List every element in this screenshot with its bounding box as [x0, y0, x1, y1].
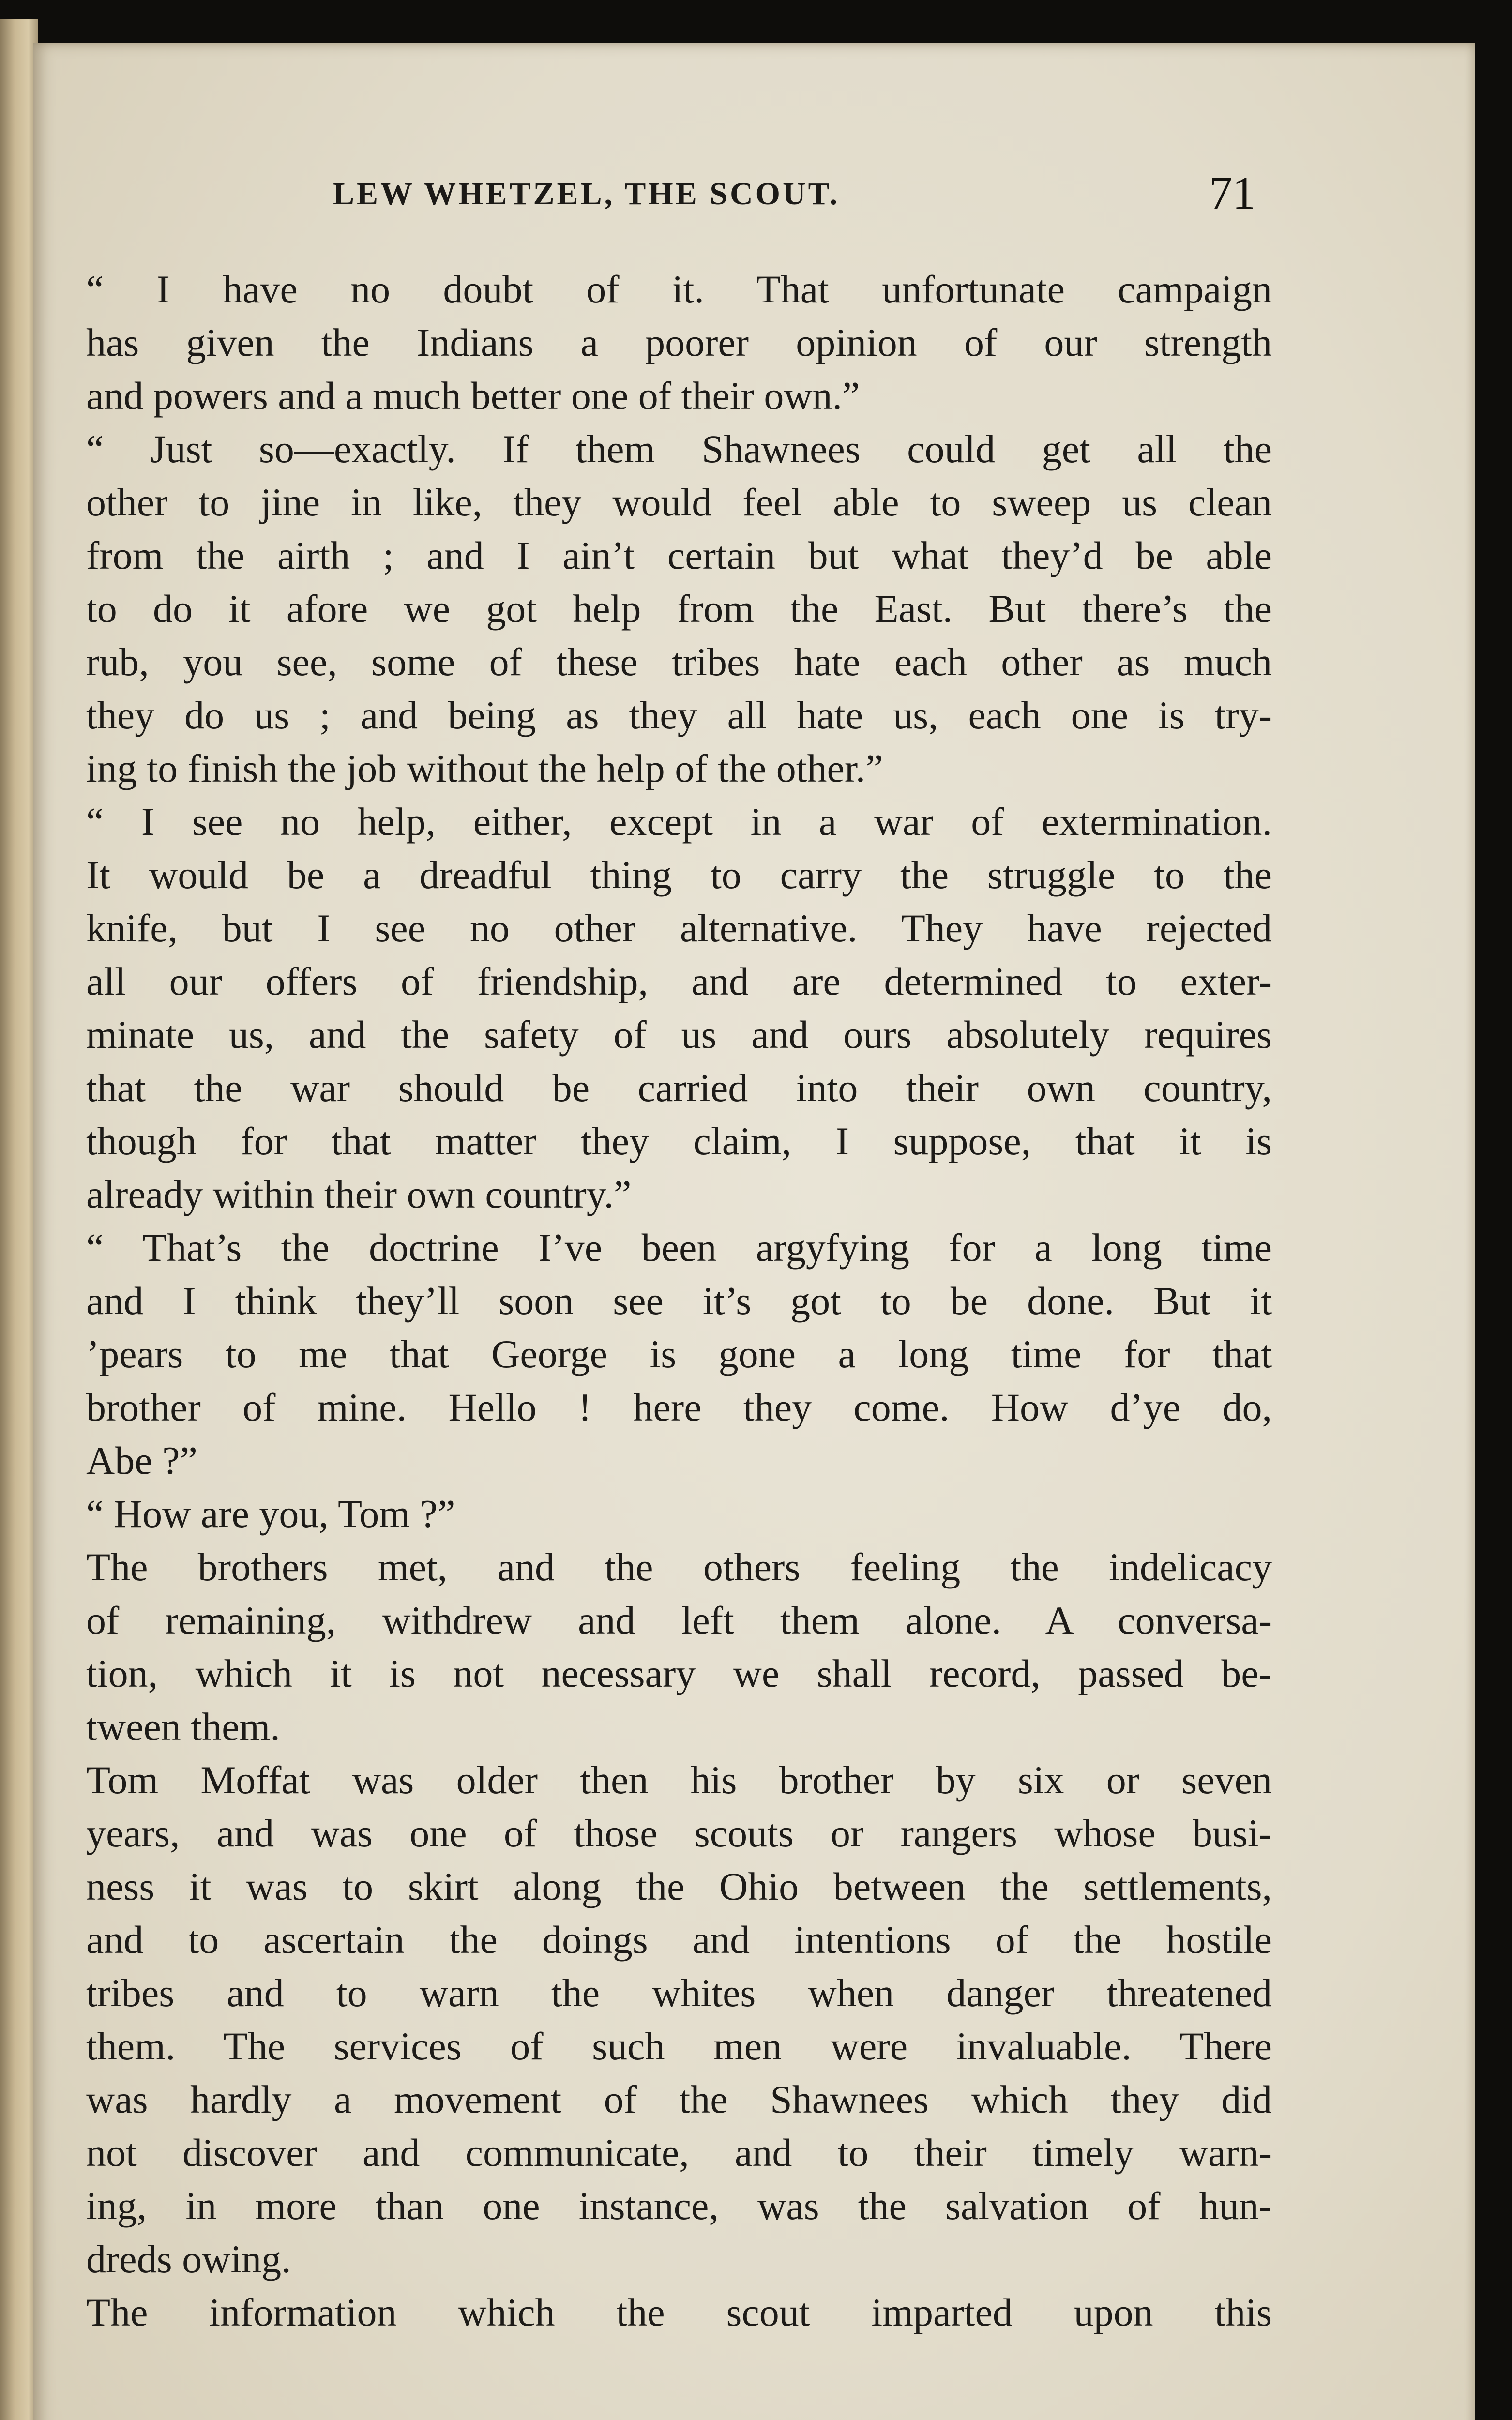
text-line: tion, which it is not necessary we shall record, passed be- — [86, 1651, 1272, 1695]
running-head: LEW WHETZEL, THE SCOUT. — [333, 176, 840, 212]
text-line: The brothers met, and the others feeling the indelicacy — [86, 1545, 1272, 1589]
text-line: “ That’s the doctrine I’ve been argyfying for a long time — [86, 1225, 1272, 1270]
text-line: has given the Indians a poorer opinion of our strength — [86, 320, 1272, 364]
text-line: brother of mine. Hello ! here they come. How d’ye do, — [86, 1385, 1272, 1429]
text-line: Tom Moffat was older then his brother by six or seven — [86, 1758, 1272, 1802]
text-line: not discover and communicate, and to their timely warn- — [86, 2131, 1272, 2175]
text-line: all our offers of friendship, and are determined to exter- — [86, 959, 1272, 1003]
text-line: It would be a dreadful thing to carry the struggle to the — [86, 853, 1272, 897]
text-line: from the airth ; and I ain’t certain but what they’d be able — [86, 533, 1272, 577]
text-line: ness it was to skirt along the Ohio between the settlements, — [86, 1864, 1272, 1908]
text-line: tween them. — [86, 1705, 280, 1749]
text-line: “ I see no help, either, except in a war of extermination. — [86, 800, 1272, 844]
text-line: of remaining, withdrew and left them alone. A conversa- — [86, 1598, 1272, 1642]
text-line: ’pears to me that George is gone a long time for that — [86, 1332, 1272, 1376]
text-line: though for that matter they claim, I suppose, that it is — [86, 1119, 1272, 1163]
text-line: rub, you see, some of these tribes hate each other as much — [86, 640, 1272, 684]
text-line: Abe ?” — [86, 1438, 197, 1482]
text-line: was hardly a movement of the Shawnees which they did — [86, 2077, 1272, 2121]
text-line: “ I have no doubt of it. That unfortunate campaign — [86, 267, 1272, 311]
text-line: dreds owing. — [86, 2237, 291, 2281]
book-page — [33, 43, 1475, 2420]
text-line: already within their own country.” — [86, 1172, 632, 1216]
text-line: tribes and to warn the whites when danger threatened — [86, 1971, 1272, 2015]
text-line: The information which the scout imparted upon this — [86, 2290, 1272, 2334]
text-line: years, and was one of those scouts or rangers whose busi- — [86, 1811, 1272, 1855]
adjacent-page-edge — [0, 19, 38, 2420]
text-line: other to jine in like, they would feel able to sweep us clean — [86, 480, 1272, 524]
text-line: ing, in more than one instance, was the salvation of hun- — [86, 2184, 1272, 2228]
text-line: to do it afore we got help from the East. But there’s the — [86, 587, 1272, 631]
text-line: ing to finish the job without the help of the other.” — [86, 746, 883, 790]
page-number: 71 — [1209, 167, 1255, 219]
text-line: and powers and a much better one of their own.” — [86, 374, 860, 418]
text-line: them. The services of such men were invaluable. There — [86, 2024, 1272, 2068]
text-line: that the war should be carried into their own country, — [86, 1066, 1272, 1110]
text-line: knife, but I see no other alternative. They have rejected — [86, 906, 1272, 950]
text-line: they do us ; and being as they all hate us, each one is try- — [86, 693, 1272, 737]
text-line: “ Just so—exactly. If them Shawnees could get all the — [86, 427, 1272, 471]
text-line: and to ascertain the doings and intentions of the hostile — [86, 1918, 1272, 1962]
text-line: “ How are you, Tom ?” — [86, 1492, 455, 1536]
text-line: and I think they’ll soon see it’s got to be done. But it — [86, 1279, 1272, 1323]
text-line: minate us, and the safety of us and ours absolutely requires — [86, 1013, 1272, 1057]
body-text — [86, 263, 1272, 2339]
